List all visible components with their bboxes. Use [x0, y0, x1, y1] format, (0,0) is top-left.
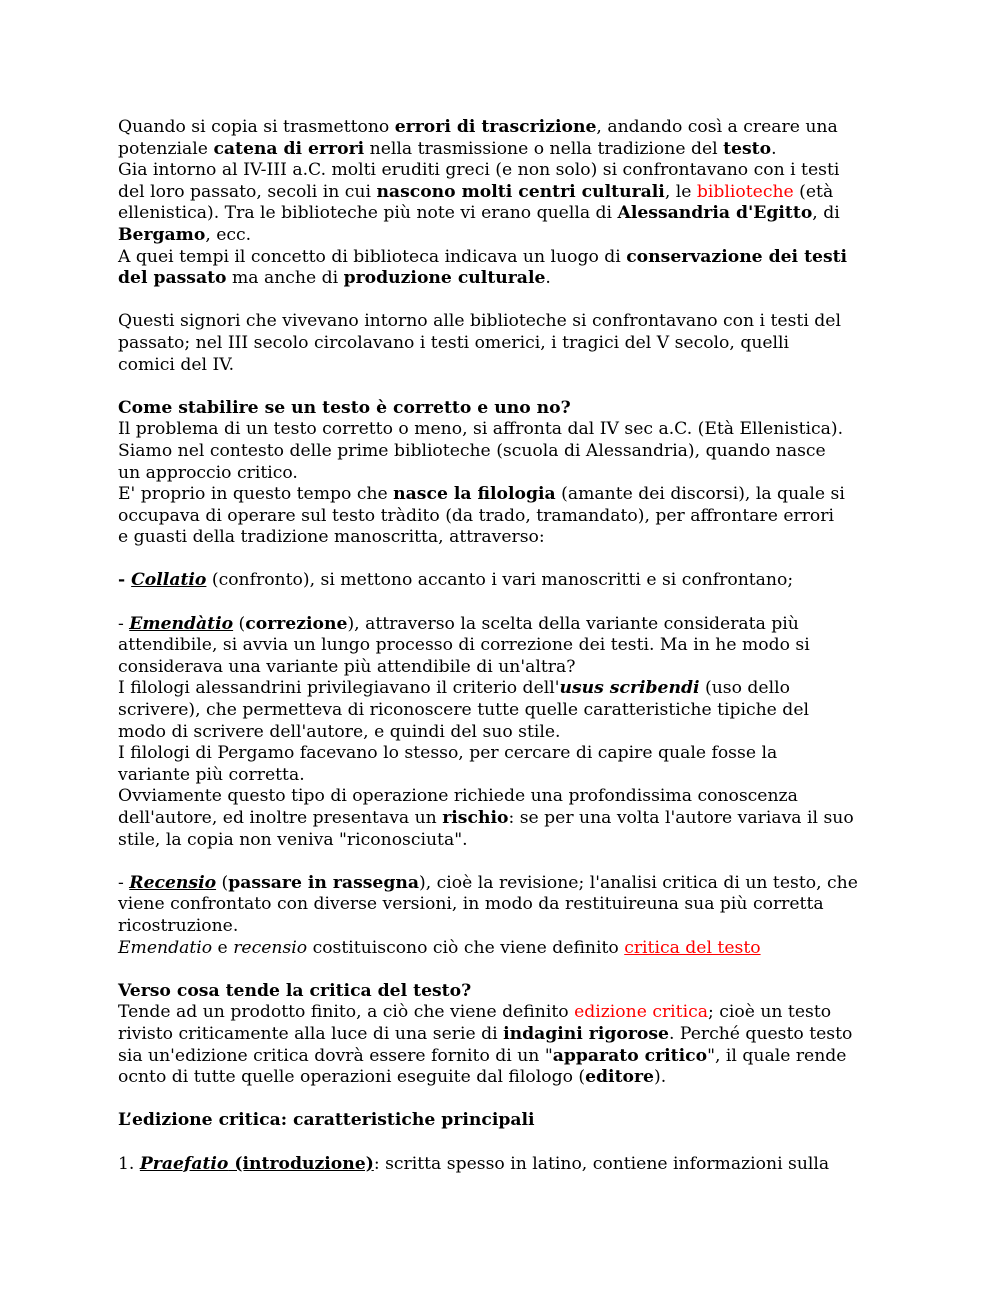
- text-line: [118, 160, 888, 182]
- text-run: passato; nel III secolo circolavano i testi omerici, i tragici del V secolo, quelli: [118, 332, 790, 353]
- text-line: [118, 225, 888, 247]
- text-run: Praefatio: [139, 1153, 229, 1174]
- text-line: [118, 527, 888, 549]
- text-line: [118, 981, 888, 1003]
- text-run: Come stabilire se un testo è corretto e uno no?: [118, 397, 571, 418]
- text-run: recensio: [233, 937, 308, 958]
- text-run: . Perché questo testo: [669, 1023, 853, 1044]
- text-run: indagini rigorose: [503, 1023, 669, 1044]
- text-line: [118, 484, 888, 506]
- blank-line: [118, 851, 888, 873]
- text-run: conservazione dei testi: [626, 246, 848, 267]
- text-line: [118, 311, 888, 333]
- text-run: (: [216, 872, 229, 893]
- text-run: testo: [723, 138, 772, 159]
- text-run: Verso cosa tende la critica del testo?: [118, 980, 472, 1001]
- text-run: 1.: [118, 1153, 140, 1174]
- text-run: ", il quale rende: [707, 1045, 847, 1066]
- text-run: edizione critica: [574, 1002, 708, 1023]
- text-run: critica del testo: [624, 937, 761, 958]
- text-line: [118, 722, 888, 744]
- blank-line: [118, 376, 888, 398]
- text-run: rischio: [442, 808, 509, 828]
- text-line: [118, 355, 888, 377]
- text-run: : se per una volta l'autore variava il suo: [508, 808, 854, 828]
- text-run: , di: [812, 203, 840, 224]
- text-line: [118, 268, 888, 290]
- text-run: nasce la filologia: [393, 484, 556, 505]
- text-line: [118, 1002, 888, 1024]
- text-run: occupava di operare sul testo tràdito (da trado, tramandato), per affrontare errori: [118, 505, 834, 526]
- text-run: passare in rassegna: [228, 872, 420, 893]
- text-line: [118, 1046, 888, 1068]
- text-run: sia un'edizione critica dovrà essere fornito di un ": [118, 1045, 553, 1066]
- text-run: , ecc.: [205, 224, 252, 245]
- text-run: produzione culturale: [343, 268, 546, 289]
- text-line: [118, 657, 888, 679]
- text-run: ), attraverso la scelta della variante considerata più: [347, 613, 799, 634]
- text-run: modo di scrivere dell'autore, e quindi del suo stile.: [118, 721, 561, 742]
- text-run: ; cioè un testo: [707, 1002, 832, 1023]
- text-run: E' proprio in questo tempo che: [118, 484, 394, 505]
- text-line: [118, 139, 888, 161]
- text-run: (: [233, 613, 246, 634]
- text-run: Siamo nel contesto delle prime biblioteche (scuola di Alessandria), quando nasce: [118, 440, 826, 461]
- text-line: [118, 506, 888, 528]
- text-line: [118, 873, 888, 895]
- text-line: [118, 441, 888, 463]
- text-run: un approccio critico.: [118, 462, 298, 483]
- text-run: (uso dello: [699, 678, 790, 699]
- text-run: -: [118, 872, 130, 893]
- text-run: (introduzione): [228, 1153, 374, 1174]
- text-run: Emendàtio: [129, 613, 234, 634]
- text-run: Questi signori che vivevano intorno alle biblioteche si confrontavano con i testi del: [118, 311, 841, 332]
- text-run: , le: [664, 181, 697, 202]
- text-run: usus scribendi: [559, 678, 700, 699]
- text-run: attendibile, si avvia un lungo processo di correzione dei testi. Ma in he modo si: [118, 635, 810, 656]
- text-line: [118, 808, 888, 830]
- document-page: [118, 117, 888, 1175]
- text-run: nascono molti centri culturali: [376, 181, 665, 202]
- text-line: [118, 765, 888, 787]
- text-run: A quei tempi il concetto di biblioteca indicava un luogo di: [118, 246, 627, 267]
- text-run: Collatio: [131, 570, 207, 591]
- text-run: ), cioè la revisione; l'analisi critica di un testo, che: [419, 872, 858, 893]
- text-run: catena di errori: [213, 138, 365, 159]
- text-run: (confronto), si mettono accanto i vari manoscritti e si confrontano;: [206, 570, 794, 591]
- text-run: I filologi alessandrini privilegiavano il criterio dell': [118, 678, 560, 699]
- text-line: [118, 117, 888, 139]
- blank-line: [118, 290, 888, 312]
- text-run: Ovviamente questo tipo di operazione richiede una profondissima conoscenza: [118, 786, 798, 807]
- text-run: scrivere), che permetteva di riconoscere tutte quelle caratteristiche tipiche del: [118, 700, 809, 721]
- text-run: : scritta spesso in latino, contiene informazioni sulla: [373, 1153, 830, 1174]
- text-run: potenziale: [118, 138, 214, 159]
- text-run: apparato critico: [552, 1045, 708, 1066]
- blank-line: [118, 549, 888, 571]
- text-run: Gia intorno al IV-III a.C. molti eruditi greci (e non solo) si confrontavano con i testi: [118, 160, 840, 181]
- text-line: [118, 938, 888, 960]
- text-run: comici del IV.: [118, 354, 235, 375]
- text-line: [118, 333, 888, 355]
- text-run: rivisto criticamente alla luce di una serie di: [118, 1023, 504, 1044]
- text-line: [118, 419, 888, 441]
- text-run: -: [118, 570, 132, 591]
- text-run: correzione: [245, 613, 348, 634]
- text-run: .: [545, 268, 551, 289]
- text-run: Quando si copia si trasmettono: [118, 117, 395, 137]
- blank-line: [118, 959, 888, 981]
- text-line: [118, 830, 888, 852]
- text-run: Bergamo: [118, 224, 206, 245]
- text-run: (età: [793, 181, 834, 202]
- text-run: Alessandria d'Egitto: [617, 203, 813, 224]
- text-line: [118, 614, 888, 636]
- text-line: [118, 635, 888, 657]
- text-run: errori di trascrizione: [394, 117, 597, 137]
- text-run: e guasti della tradizione manoscritta, attraverso:: [118, 527, 545, 548]
- text-run: del passato: [118, 268, 227, 289]
- text-line: [118, 700, 888, 722]
- text-run: ocnto di tutte quelle operazioni eseguite dal filologo (: [118, 1067, 586, 1088]
- text-run: Emendatio: [118, 937, 213, 958]
- text-line: [118, 916, 888, 938]
- text-run: stile, la copia non veniva "riconosciuta".: [118, 829, 468, 850]
- text-line: [118, 1154, 888, 1176]
- text-line: [118, 678, 888, 700]
- text-run: del loro passato, secoli in cui: [118, 181, 377, 202]
- text-run: ricostruzione.: [118, 915, 239, 936]
- text-run: dell'autore, ed inoltre presentava un: [118, 808, 443, 828]
- text-run: ma anche di: [226, 268, 344, 289]
- text-run: .: [771, 138, 777, 159]
- blank-line: [118, 1132, 888, 1154]
- text-run: costituiscono ciò che viene definito: [307, 937, 625, 958]
- text-line: [118, 463, 888, 485]
- text-line: [118, 894, 888, 916]
- text-run: L’edizione critica: caratteristiche principali: [118, 1110, 535, 1131]
- text-line: [118, 1067, 888, 1089]
- blank-line: [118, 1089, 888, 1111]
- text-run: considerava una variante più attendibile di un'altra?: [118, 656, 576, 677]
- text-run: biblioteche: [696, 181, 794, 202]
- text-line: [118, 203, 888, 225]
- text-run: I filologi di Pergamo facevano lo stesso, per cercare di capire quale fosse la: [118, 743, 778, 764]
- text-line: [118, 1110, 888, 1132]
- text-line: [118, 786, 888, 808]
- text-run: Tende ad un prodotto finito, a ciò che viene definito: [118, 1002, 575, 1023]
- text-run: variante più corretta.: [118, 764, 305, 785]
- text-line: [118, 247, 888, 269]
- text-line: [118, 1024, 888, 1046]
- text-run: , andando così a creare una: [596, 117, 838, 137]
- text-line: [118, 570, 888, 592]
- text-line: [118, 182, 888, 204]
- text-run: Recensio: [129, 872, 217, 893]
- text-line: [118, 743, 888, 765]
- text-line: [118, 398, 888, 420]
- text-run: ellenistica). Tra le biblioteche più note vi erano quella di: [118, 203, 618, 224]
- text-run: nella trasmissione o nella tradizione del: [364, 138, 724, 159]
- text-run: viene confrontato con diverse versioni, in modo da restituireuna sua più corretta: [118, 894, 824, 915]
- text-run: ).: [653, 1067, 667, 1088]
- text-run: editore: [585, 1067, 654, 1088]
- blank-line: [118, 592, 888, 614]
- text-run: (amante dei discorsi), la quale si: [555, 484, 845, 505]
- text-run: e: [212, 937, 234, 958]
- text-run: Il problema di un testo corretto o meno, si affronta dal IV sec a.C. (Età Ellenistica).: [118, 419, 844, 440]
- text-run: -: [118, 613, 130, 634]
